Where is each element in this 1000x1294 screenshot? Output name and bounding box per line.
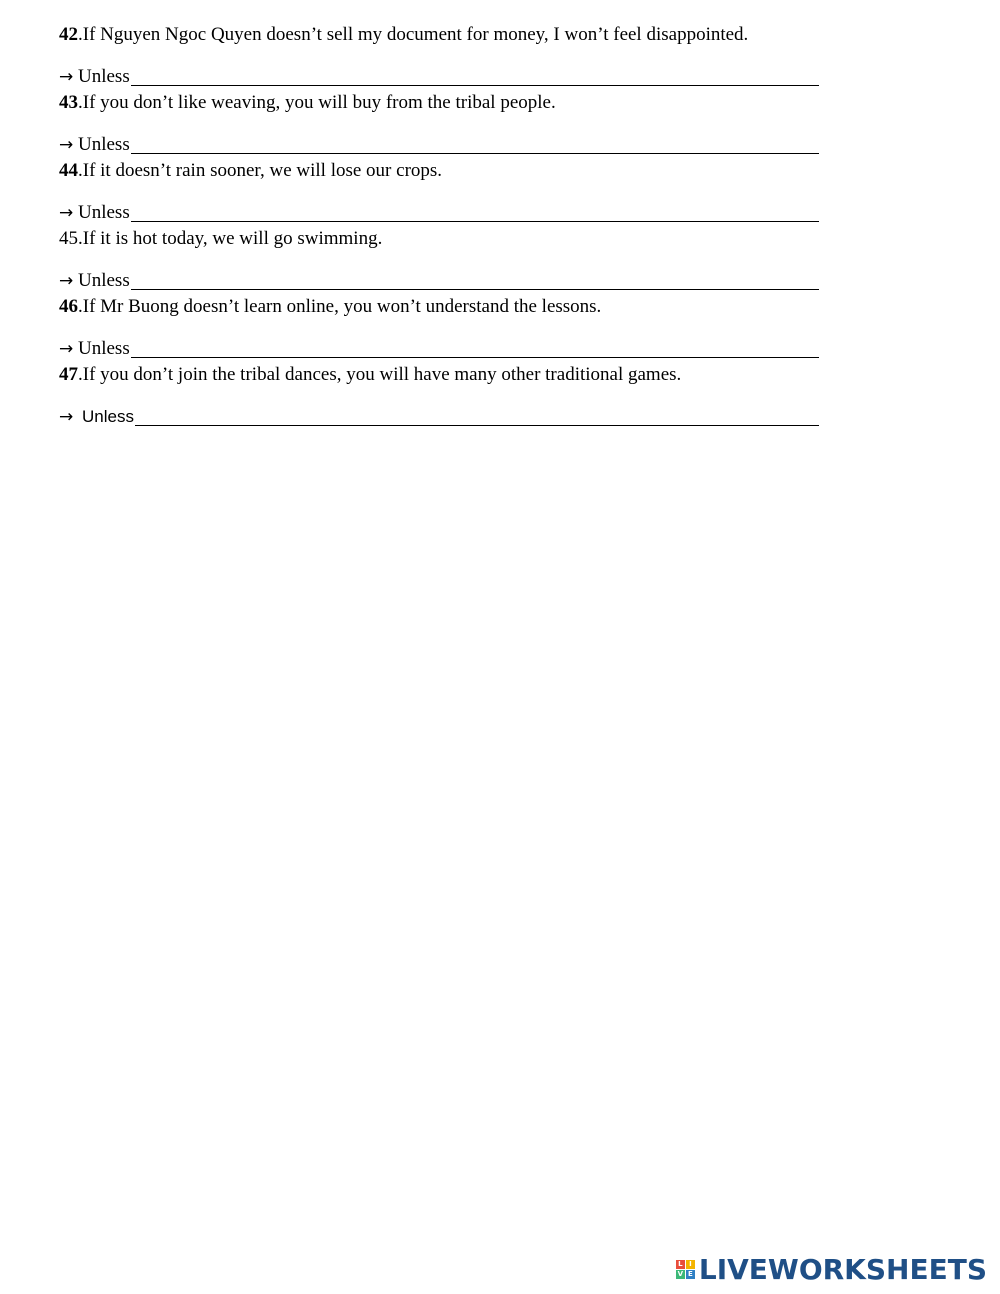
exercise-number: 44 xyxy=(59,160,78,181)
exercise-item xyxy=(59,90,819,158)
exercise-item xyxy=(59,294,819,362)
answer-row xyxy=(59,388,819,430)
answer-prefix: Unless xyxy=(78,134,130,155)
exercise-sentence: .If you don’t like weaving, you will buy from the tribal people. xyxy=(78,92,556,113)
arrow-right-icon: → xyxy=(59,135,74,155)
exercise-prompt xyxy=(59,226,819,252)
exercise-item xyxy=(59,362,819,430)
exercise-number: 43 xyxy=(59,92,78,113)
exercise-prompt xyxy=(59,294,819,320)
logo-mark-icon xyxy=(676,1260,695,1279)
exercise-item xyxy=(59,226,819,294)
exercise-prompt xyxy=(59,362,819,388)
arrow-right-icon: → xyxy=(59,339,74,359)
answer-row xyxy=(59,48,819,90)
exercise-number: 45 xyxy=(59,228,78,249)
exercise-number: 46 xyxy=(59,296,78,317)
arrow-right-icon: → xyxy=(59,67,74,87)
answer-prefix: Unless xyxy=(78,66,130,87)
answer-blank-line[interactable] xyxy=(131,133,819,154)
answer-blank-line[interactable] xyxy=(131,201,819,222)
logo-mark-tile: L xyxy=(676,1260,685,1269)
arrow-right-icon: → xyxy=(59,407,74,427)
answer-row xyxy=(59,116,819,158)
exercise-sentence: .If it doesn’t rain sooner, we will lose our crops. xyxy=(78,160,443,181)
exercise-sentence: .If you don’t join the tribal dances, you will have many other traditional games. xyxy=(78,364,682,385)
logo-mark-tile: I xyxy=(686,1260,695,1269)
exercise-sentence: .If it is hot today, we will go swimming. xyxy=(78,228,383,249)
liveworksheets-logo xyxy=(676,1254,987,1284)
exercise-number: 42 xyxy=(59,24,78,45)
answer-prefix: Unless xyxy=(82,407,134,426)
answer-row xyxy=(59,320,819,362)
logo-mark-tile: V xyxy=(677,1269,684,1278)
answer-prefix: Unless xyxy=(78,338,130,359)
answer-prefix: Unless xyxy=(78,202,130,223)
exercise-list xyxy=(59,22,819,430)
logo-mark-tile: E xyxy=(686,1270,695,1279)
exercise-prompt xyxy=(59,22,819,48)
logo-text: LIVEWORKSHEETS xyxy=(698,1252,987,1286)
exercise-sentence: .If Mr Buong doesn’t learn online, you won’t understand the lessons. xyxy=(78,296,602,317)
answer-blank-line[interactable] xyxy=(131,65,819,86)
exercise-item xyxy=(59,158,819,226)
answer-blank-line[interactable] xyxy=(135,405,819,426)
exercise-sentence: .If Nguyen Ngoc Quyen doesn’t sell my document for money, I won’t feel disappointed. xyxy=(78,24,749,45)
answer-row xyxy=(59,252,819,294)
exercise-prompt xyxy=(59,158,819,184)
arrow-right-icon: → xyxy=(59,271,74,291)
exercise-item xyxy=(59,22,819,90)
answer-row xyxy=(59,184,819,226)
exercise-number: 47 xyxy=(59,364,78,385)
answer-blank-line[interactable] xyxy=(131,269,819,290)
arrow-right-icon: → xyxy=(59,203,74,223)
exercise-prompt xyxy=(59,90,819,116)
answer-blank-line[interactable] xyxy=(131,337,819,358)
answer-prefix: Unless xyxy=(78,270,130,291)
